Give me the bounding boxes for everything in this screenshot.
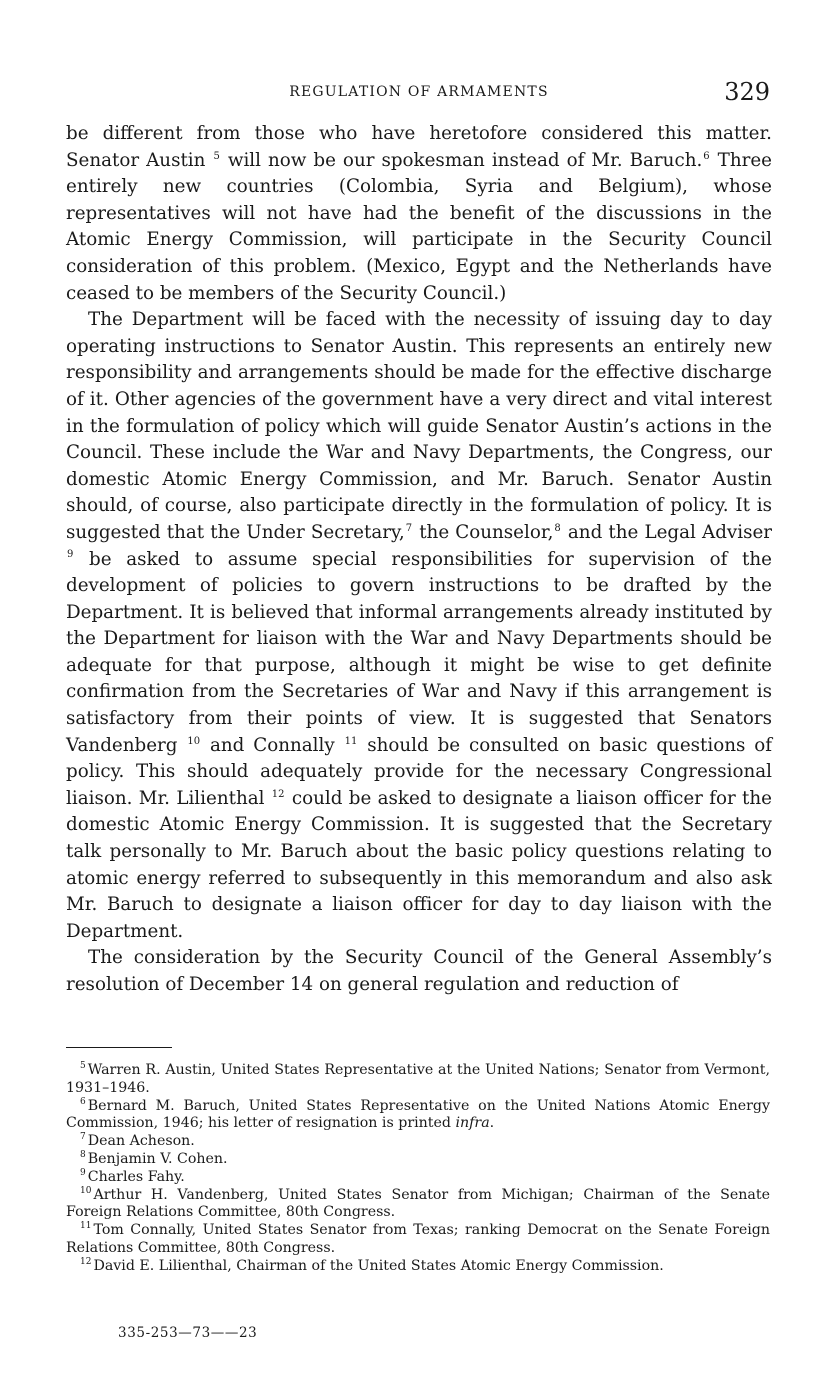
footnote-ref-5: 5 [213, 150, 220, 162]
footnote-12: $^{12}$ David E. Lilienthal, Chairman of the United States Atomic Energy Commission. [80, 1257, 664, 1274]
footnote-10: $^{10}$ Arthur H. Vandenberg, United States Senator from Michigan; Chairman of the Senate Foreign Relations Committee, 80th Congress. [66, 1185, 770, 1221]
paragraph-1: be different from those who have heretofore considered this matter. Senator Austin $^5$ will now be our spokesman instead of Mr. Baruch.$^6$ Three entirely new countries (Colombia, Syria and Belgium), whose representatives will not have had the benefit of the discussions in the Atomic Energy Commission, will participate in the Security Council consideration of this problem. (Mexico, Egypt and the Netherlands have ceased to be members of the Security Council.) [66, 123, 773, 304]
footnote-ref-9: 9 [67, 549, 74, 561]
footnote-rule [66, 1047, 172, 1048]
footnotes [66, 1062, 770, 1276]
footnote-9: $^9$ Charles Fahy. [80, 1168, 185, 1185]
footnote-11: $^{11}$ Tom Connally, United States Senator from Texas; ranking Democrat on the Senate Foreign Relations Committee, 80th Congress. [66, 1221, 770, 1256]
footnote-7: $^7$ Dean Acheson. [80, 1132, 195, 1150]
footnote-6: $^6$ Bernard M. Baruch, United States Representative on the United Nations Atomic Energy Commission, 1946; his letter of resignation is printed infra. [66, 1096, 770, 1132]
paragraph-2: The Department will be faced with the necessity of issuing day to day operating instructions to Senator Austin. This represents an entirely new responsibility and arrangements should be made for the effective discharge of it. Other agencies of the government have a very direct and vital interest in the formulation of policy which will guide Senator Austin’s actions in the Council. These include the War and Navy Departments, the Congress, our domestic Atomic Energy Commission, and Mr. Baruch. Senator Austin should, of course, also participate directly in the formulation of policy. It is suggested that the Under Secretary,$^7$ the Counselor,$^8$ and the Legal Adviser $^9$ be asked to assume special responsibilities for supervision of the development of policies to govern instructions to be drafted by the Department. It is believed that informal arrangements already instituted by the Department for liaison with the War and Navy Departments should be adequate for that purpose, although it might be wise to get definite confirmation from the Secretaries of War and Navy if this arrangement is satisfactory from their points of view. It is suggested that Senators Vandenberg $^{10}$ and Connally $^{11}$ should be consulted on basic questions of policy. This should adequately provide for the necessary Congressional liaison. Mr. Lilienthal $^{12}$ could be asked to designate a liaison officer for the domestic Atomic Energy Commission. It is suggested that the Secretary talk personally to Mr. Baruch about the basic policy questions relating to atomic energy referred to subsequently in this memorandum and also ask Mr. Baruch to designate a liaison officer for day to day liaison with the Department. [66, 309, 773, 942]
footnote-ref-6: 6 [703, 150, 710, 162]
footnote-8: $^8$ Benjamin V. Cohen. [80, 1150, 228, 1167]
paragraph-3: The consideration by the Security Council of the General Assembly’s resolution of December 14 on general regulation and reduction of [66, 947, 772, 995]
footnote-5: $^5$ Warren R. Austin, United States Representative at the United Nations; Senator from Vermont, 1931–1946. [66, 1061, 770, 1096]
footnote-ref-7: 7 [405, 522, 413, 534]
running-head: REGULATION OF ARMAMENTS [289, 84, 549, 100]
page-number: 329 [724, 78, 770, 106]
footnote-ref-11: 11 [344, 735, 358, 747]
footnote-ref-10: 10 [187, 735, 201, 747]
body-text [66, 121, 772, 999]
print-code: 335-253—73——23 [118, 1325, 258, 1341]
footnote-ref-12: 12 [271, 788, 285, 800]
page-header [66, 78, 772, 108]
footnote-ref-8: 8 [554, 522, 561, 534]
